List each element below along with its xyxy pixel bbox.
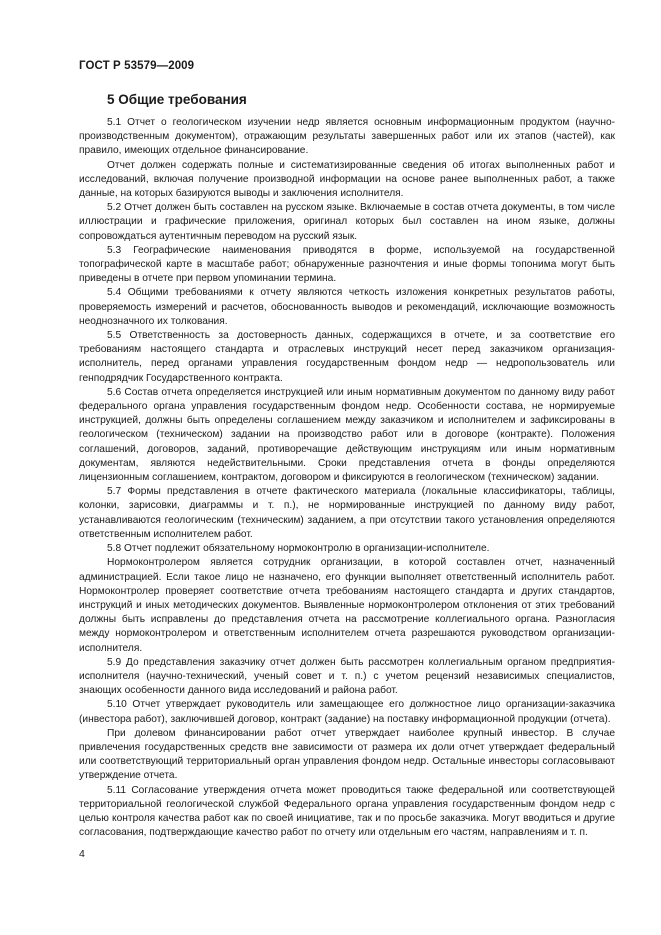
document-header: ГОСТ Р 53579—2009: [79, 60, 195, 72]
page-number: 4: [79, 848, 85, 860]
paragraph: 5.4 Общими требованиями к отчету являются четкость изложения конкретных результатов работы, проверяемость измерений и расчетов, обоснованность выводов и рекомендаций, исключающие возможность неоднозначного их толкования.: [79, 287, 615, 327]
section-body: [79, 116, 615, 840]
paragraph: 5.6 Состав отчета определяется инструкцией или иным нормативным документом по данному виду работ федерального органа управления государственным фондом недр. Особенности состава, не нормируемые инструкцией, должны быть определены соглашением между заказчиком и исполнителем и зафиксированы в геологическом (техническом) задании на производство работ или в договоре (контракте). Положения соглашений, договоров, заданий, противоречащие действующим инструкциям или иным нормативным документам, являются недействительными. Сроки представления отчета в фонды определяются лицензионным соглашением, контрактом, договором и фиксируются в геологическом (техническом) задании.: [79, 386, 615, 484]
paragraph: 5.8 Отчет подлежит обязательному нормоконтролю в организации-исполнителе.: [107, 543, 490, 555]
paragraph: 5.2 Отчет должен быть составлен на русском языке. Включаемые в состав отчета документы, в том числе иллюстрации и графические приложения, оригинал которых был составлен на ином языке, должны сопровождаться аутентичным переводом на русский язык.: [79, 202, 615, 242]
paragraph: 5.3 Географические наименования приводятся в форме, используемой на государственной топографической карте в масштабе работ; обнаруженные разночтения и иные формы топонима могут быть приведены в отчете при первом упоминании термина.: [79, 244, 615, 285]
paragraph: 5.7 Формы представления в отчете фактического материала (локальные классификаторы, таблицы, колонки, зарисовки, диаграммы и т. п.), не нормированные инструкцией по данному виду работ, устанавливаются геологическим (техническим) заданием, а при отсутствии такого установления определяются ответственным исполнителем работ.: [79, 486, 615, 540]
paragraph: Отчет должен содержать полные и систематизированные сведения об итогах выполненных работ и исследований, включая получение производной информации на основе ранее выполненных работ, а также данные, на которых базируются выводы и заключения исполнителя.: [79, 159, 615, 200]
paragraph: 5.1 Отчет о геологическом изучении недр является основным информационным продуктом (научно-производственным документом), отражающим результаты завершенных работ или их этапов (частей), как правило, имеющих отдельное финансирование.: [79, 117, 615, 157]
paragraph: 5.9 До представления заказчику отчет должен быть рассмотрен коллегиальным органом предприятия-исполнителя (научно-технический, ученый совет и т. п.) с учетом рецензий независимых специалистов, знающих особенности данного вида исследований и района работ.: [79, 656, 615, 697]
paragraph: 5.10 Отчет утверждает руководитель или замещающее его должностное лицо организации-заказчика (инвестора работ), заключившей договор, контракт (задание) на поставку информационной продукции (отчета).: [79, 699, 615, 725]
paragraph: При долевом финансировании работ отчет утверждает наиболее крупный инвестор. В случае привлечения государственных средств вне зависимости от размера их доли отчет утверждает федеральный или соответствующий территориальный орган управления фондом недр. Остальные инвесторы согласовывают утверждение отчета.: [79, 727, 615, 782]
section-title: 5 Общие требования: [107, 92, 247, 107]
paragraph: 5.11 Согласование утверждения отчета может проводиться также федеральной или соответствующей территориальной геологической службой Федерального органа управления государственным фондом недр с целью контроля качества работ как по своей инициативе, так и по просьбе заказчика. Могут вводиться и другие согласования, подтверждающие качество работ по отчету или отдельным его частям, направлениям и т. п.: [79, 784, 615, 839]
paragraph: Нормоконтролером является сотрудник организации, в которой составлен отчет, назначенный администрацией. Если такое лицо не назначено, его функции выполняет ответственный исполнитель работ. Нормоконтролер проверяет соответствие отчета требованиям настоящего стандарта и других стандартов, инструкций и иных методических документов. Выявленные нормоконтролером отклонения от этих требований должны быть исправлены до представления отчета на рассмотрение коллегиального органа. Разногласия между нормоконтролером и ответственным исполнителем отчета разрешаются руководством организации-исполнителя.: [79, 557, 615, 654]
paragraph: 5.5 Ответственность за достоверность данных, содержащихся в отчете, и за соответствие его требованиям настоящего стандарта и отраслевых инструкций несет перед заказчиком организация-исполнитель, перед органами управления государственным фондом недр — недропользователь или генподрядчик Государственного контракта.: [79, 330, 615, 384]
